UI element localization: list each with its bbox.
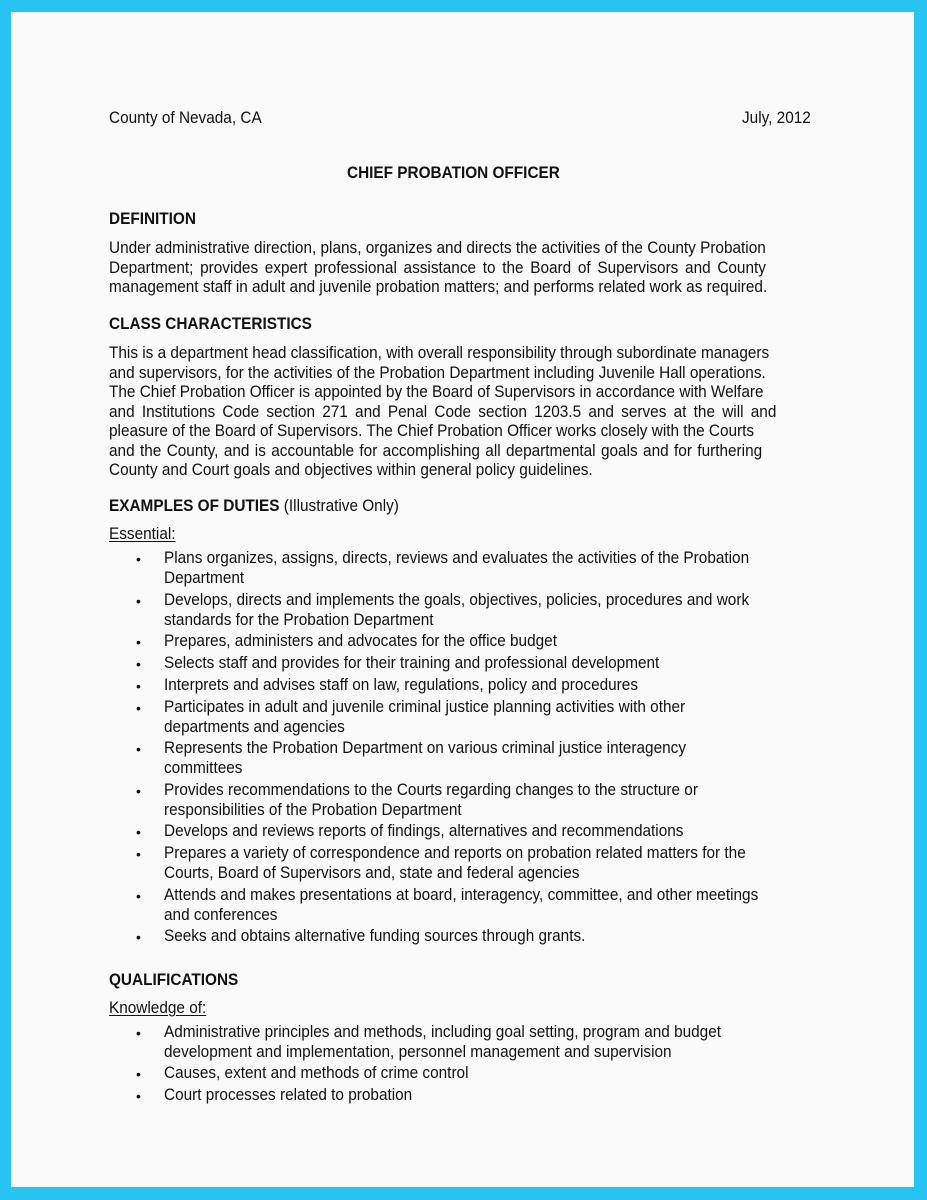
- duty-item-cont: and conferences: [164, 905, 278, 924]
- essential-subheading: Essential:: [109, 525, 176, 543]
- definition-line: management staff in adult and juvenile probation matters; and performs related work as required.: [109, 278, 768, 296]
- bullet-icon: •: [136, 846, 141, 862]
- definition-line: Department; provides expert professional assistance to the Board of Supervisors and County: [109, 258, 766, 277]
- duties-heading-row: [109, 497, 399, 517]
- duty-item-cont: committees: [164, 758, 243, 777]
- knowledge-subheading: Knowledge of:: [109, 999, 207, 1017]
- bullet-icon: •: [136, 1025, 141, 1041]
- qualification-item: Court processes related to probation: [164, 1086, 413, 1104]
- bullet-icon: •: [136, 783, 141, 799]
- duty-item-cont: standards for the Probation Department: [164, 610, 434, 629]
- class-line: pleasure of the Board of Supervisors. The Chief Probation Officer works closely with the Courts: [109, 422, 755, 440]
- qualification-item-cont: development and implementation, personnel management and supervision: [164, 1042, 672, 1061]
- duty-item: Seeks and obtains alternative funding sources through grants.: [164, 927, 586, 945]
- duty-item-cont: responsibilities of the Probation Department: [164, 800, 462, 819]
- date-label: July, 2012: [742, 109, 811, 127]
- bullet-icon: •: [136, 700, 141, 716]
- duty-item: Provides recommendations to the Courts regarding changes to the structure or: [164, 781, 698, 799]
- definition-heading: DEFINITION: [109, 210, 196, 228]
- duty-item: Represents the Probation Department on various criminal justice interagency: [164, 739, 687, 757]
- qualification-item: Causes, extent and methods of crime control: [164, 1064, 469, 1082]
- bullet-icon: •: [136, 634, 141, 650]
- duty-item: Prepares a variety of correspondence and reports on probation related matters for the: [164, 844, 746, 862]
- class-line: The Chief Probation Officer is appointed by the Board of Supervisors in accordance with Welfare: [109, 383, 764, 401]
- duty-item: Selects staff and provides for their training and professional development: [164, 654, 660, 672]
- bullet-icon: •: [136, 741, 141, 757]
- duty-item-cont: Department: [164, 568, 245, 587]
- duty-item: Develops, directs and implements the goals, objectives, policies, procedures and work: [164, 591, 750, 609]
- class-line: County and Court goals and objectives within general policy guidelines.: [109, 461, 593, 479]
- bullet-icon: •: [136, 824, 141, 840]
- duty-item: Prepares, administers and advocates for the office budget: [164, 632, 557, 650]
- bullet-icon: •: [136, 678, 141, 694]
- county-label: County of Nevada, CA: [109, 109, 262, 127]
- class-line: and Institutions Code section 271 and Penal Code section 1203.5 and serves at the will and: [109, 402, 777, 421]
- bullet-icon: •: [136, 929, 141, 945]
- class-line: and the County, and is accountable for accomplishing all departmental goals and for furthering: [109, 441, 763, 460]
- bullet-icon: •: [136, 656, 141, 672]
- duty-item: Interprets and advises staff on law, regulations, policy and procedures: [164, 676, 638, 694]
- duty-item-cont: departments and agencies: [164, 717, 345, 736]
- duties-heading: EXAMPLES OF DUTIES: [109, 497, 280, 515]
- bullet-icon: •: [136, 593, 141, 609]
- duty-item-cont: Courts, Board of Supervisors and, state and federal agencies: [164, 863, 580, 882]
- class-line: This is a department head classification, with overall responsibility through subordinate managers: [109, 344, 770, 362]
- duty-item: Participates in adult and juvenile criminal justice planning activities with other: [164, 698, 686, 716]
- qualifications-heading: QUALIFICATIONS: [109, 971, 239, 989]
- bullet-icon: •: [136, 1088, 141, 1104]
- class-characteristics-heading: CLASS CHARACTERISTICS: [109, 315, 312, 333]
- bullet-icon: •: [136, 551, 141, 567]
- qualification-item: Administrative principles and methods, including goal setting, program and budget: [164, 1023, 722, 1041]
- definition-line: Under administrative direction, plans, organizes and directs the activities of the County Probation: [109, 239, 766, 257]
- duties-heading-note: (Illustrative Only): [283, 497, 399, 515]
- bullet-icon: •: [136, 1066, 141, 1082]
- document-title: CHIEF PROBATION OFFICER: [347, 164, 560, 182]
- bullet-icon: •: [136, 888, 141, 904]
- class-line: and supervisors, for the activities of the Probation Department including Juvenile Hall operations.: [109, 363, 766, 382]
- duty-item: Attends and makes presentations at board, interagency, committee, and other meetings: [164, 886, 759, 904]
- duty-item: Plans organizes, assigns, directs, reviews and evaluates the activities of the Probation: [164, 549, 750, 567]
- document-page: [11, 12, 914, 1187]
- duty-item: Develops and reviews reports of findings, alternatives and recommendations: [164, 822, 684, 840]
